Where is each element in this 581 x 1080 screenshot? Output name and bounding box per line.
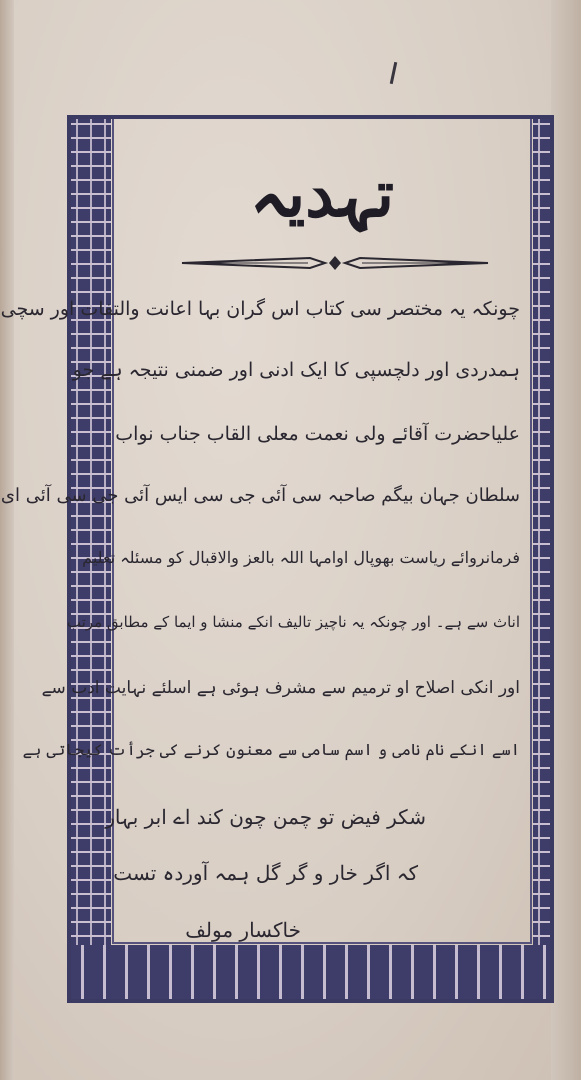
dedication-line: فرمانروائے ریاست بھوپال اوامہا اللہ بالعز والاقبال کو مسئلہ تعلیم: [82, 548, 520, 567]
title-ornament-icon: [180, 255, 490, 271]
page-title: تہدیہ: [249, 157, 395, 232]
dedication-content: [0, 125, 526, 942]
border-band-bottom: [71, 945, 550, 999]
dedication-line: علیاحضرت آقائے ولی نعمت معلی القاب جناب نواب: [115, 423, 520, 445]
border-band-right: [533, 119, 550, 999]
dedication-line: اسے انکے نام نامی و اسم سامی سے معنون کرنے کی جرأت کیجاتی ہے: [22, 740, 520, 759]
page-edge: [551, 0, 581, 1080]
dedication-line: سلطان جہان بیگم صاحبہ سی آئی جی سی ایس آئی جی سی آئی ای: [0, 485, 520, 506]
dedication-line: اور انکی اصلاح او ترمیم سے مشرف ہوئی ہے اسلئے نہایت ادب سے: [41, 678, 520, 698]
verse-line: کہ اگر خار و گر گل ہمہ آوردہ تست: [113, 861, 418, 885]
dedication-line: چونکہ یہ مختصر سی کتاب اس گران بہا اعانت والتفات اور سچی: [0, 298, 520, 320]
page-gutter: [0, 0, 14, 1080]
signature: خاکسار مولف: [185, 918, 301, 942]
verse-line: شکر فیض تو چمن چون کند اے ابر بہار: [105, 805, 426, 829]
dedication-line: ہمدردی اور دلچسپی کا ایک ادنی اور ضمنی نتیجہ ہے جو: [72, 359, 520, 381]
ink-mark: [390, 62, 398, 84]
dedication-line: اناث سے ہے۔ اور چونکہ یہ ناچیز تالیف انکے منشا و ایما کے مطابق مرتب: [66, 613, 520, 631]
